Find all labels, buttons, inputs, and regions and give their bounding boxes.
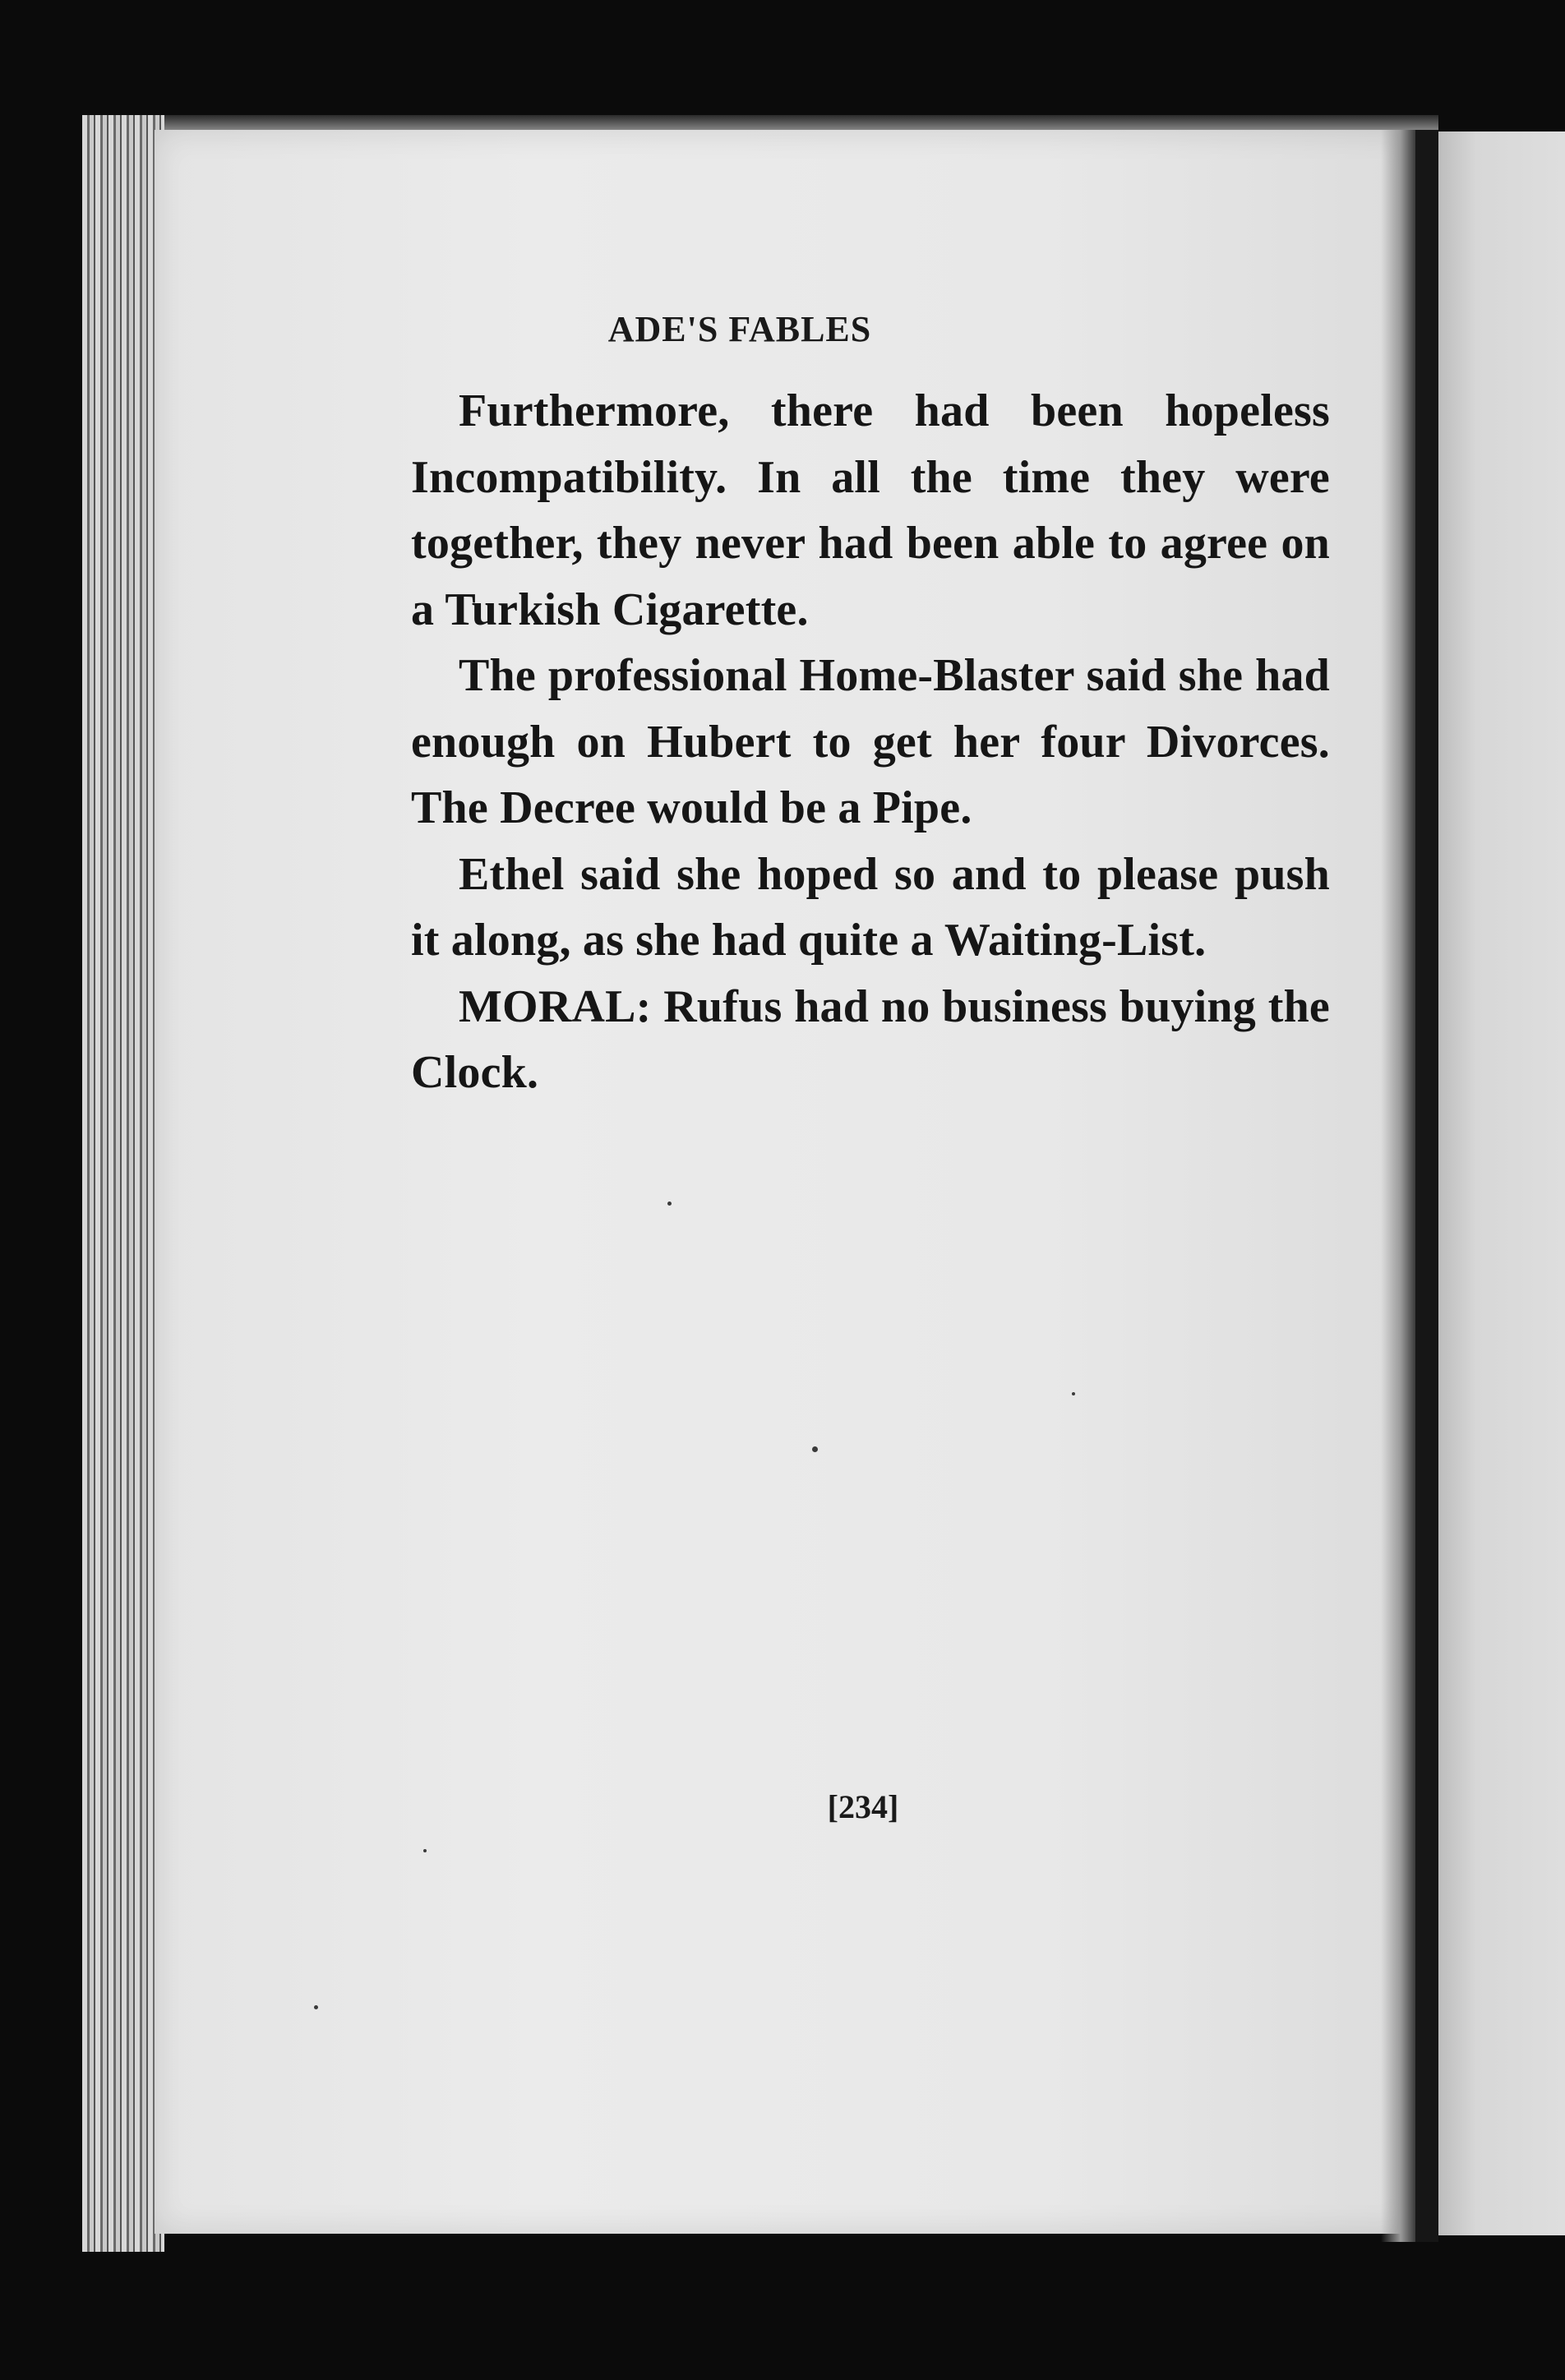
scan-speck xyxy=(1072,1392,1075,1395)
body-text xyxy=(411,378,1330,1106)
scan-speck xyxy=(812,1446,818,1452)
paragraph-1: Furthermore, there had been hopeless Incompatibility. In all the time they were together, they never had been able to agree on a Turkish Cigarette. xyxy=(411,385,1330,635)
running-head: ADE'S FABLES xyxy=(607,309,872,349)
page-edges-top xyxy=(82,115,1438,131)
stacked-page-edges xyxy=(82,115,164,2252)
page-number: [234] xyxy=(827,1788,899,1825)
paragraph-moral: MORAL: Rufus had no business buying the Clock. xyxy=(411,980,1330,1098)
scan-speck xyxy=(423,1849,427,1852)
gutter-shadow xyxy=(1415,130,1438,2242)
scan-speck xyxy=(667,1202,672,1206)
facing-page-sliver xyxy=(1438,131,1565,2235)
scan-speck xyxy=(314,2005,318,2009)
paragraph-3: Ethel said she hoped so and to please push it along, as she had quite a Waiting-List. xyxy=(411,848,1330,966)
paragraph-2: The professional Home-Blaster said she had enough on Hubert to get her four Divorces. The Decree would be a Pipe. xyxy=(411,650,1330,833)
